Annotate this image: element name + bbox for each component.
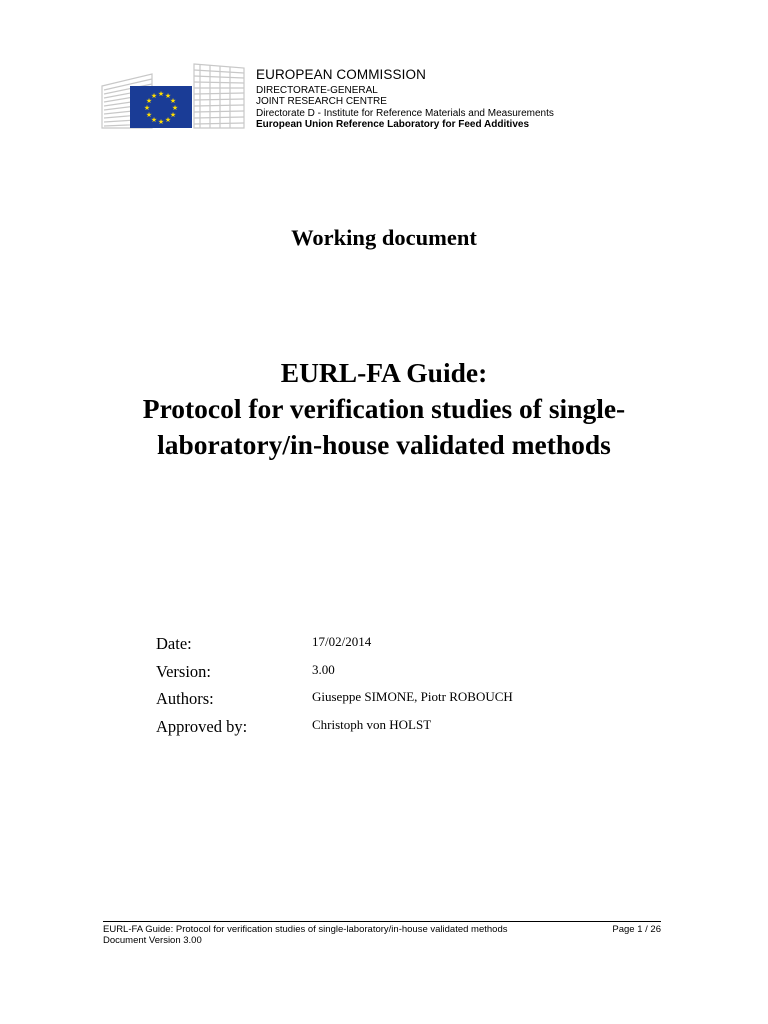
document-title <box>0 355 768 463</box>
approved-value: Christoph von HOLST <box>312 716 432 732</box>
footer-page-number: Page 1 / 26 <box>612 924 661 935</box>
svg-text:★: ★ <box>150 92 158 100</box>
header-institution-block <box>256 67 554 131</box>
authors-value: Giuseppe SIMONE, Piotr ROBOUCH <box>312 689 513 704</box>
directorate: Directorate D - Institute for Reference Materials and Measurements <box>256 107 554 119</box>
svg-text:★: ★ <box>145 97 153 105</box>
date-label: Date: <box>156 634 192 653</box>
eu-flag-berlaymont-logo-icon <box>100 62 246 130</box>
footer-document-title: EURL-FA Guide: Protocol for verification studies of single-laboratory/in-house validated methods <box>103 924 508 935</box>
version-value: 3.00 <box>312 661 335 677</box>
document-type: Working document <box>291 225 477 250</box>
svg-text:★: ★ <box>143 104 151 112</box>
footer-version: Document Version 3.00 <box>103 935 202 946</box>
footer-row <box>103 924 661 935</box>
european-commission-logo <box>100 62 246 130</box>
title-line-2: Protocol for verification studies of single- <box>142 393 626 424</box>
svg-text:★: ★ <box>157 90 165 98</box>
svg-text:★: ★ <box>164 116 172 124</box>
directorate-general: DIRECTORATE-GENERAL <box>256 84 378 96</box>
svg-text:★: ★ <box>150 116 158 124</box>
title-line-3: laboratory/in-house validated methods <box>157 429 611 460</box>
svg-text:★: ★ <box>164 92 172 100</box>
svg-text:★: ★ <box>145 111 153 119</box>
svg-text:★: ★ <box>157 118 165 126</box>
laboratory-name: European Union Reference Laboratory for Feed Additives <box>256 119 530 131</box>
date-value: 17/02/2014 <box>312 634 372 649</box>
title-line-1: EURL-FA Guide: <box>280 357 488 388</box>
svg-text:★: ★ <box>169 97 177 105</box>
svg-text:★: ★ <box>171 104 179 112</box>
version-label: Version: <box>156 661 211 681</box>
svg-text:★: ★ <box>169 111 177 119</box>
research-centre: JOINT RESEARCH CENTRE <box>256 96 387 108</box>
authors-label: Authors: <box>156 689 214 708</box>
page-footer <box>103 921 661 946</box>
approved-label: Approved by: <box>156 716 248 736</box>
organization-name: EUROPEAN COMMISSION <box>256 67 426 82</box>
